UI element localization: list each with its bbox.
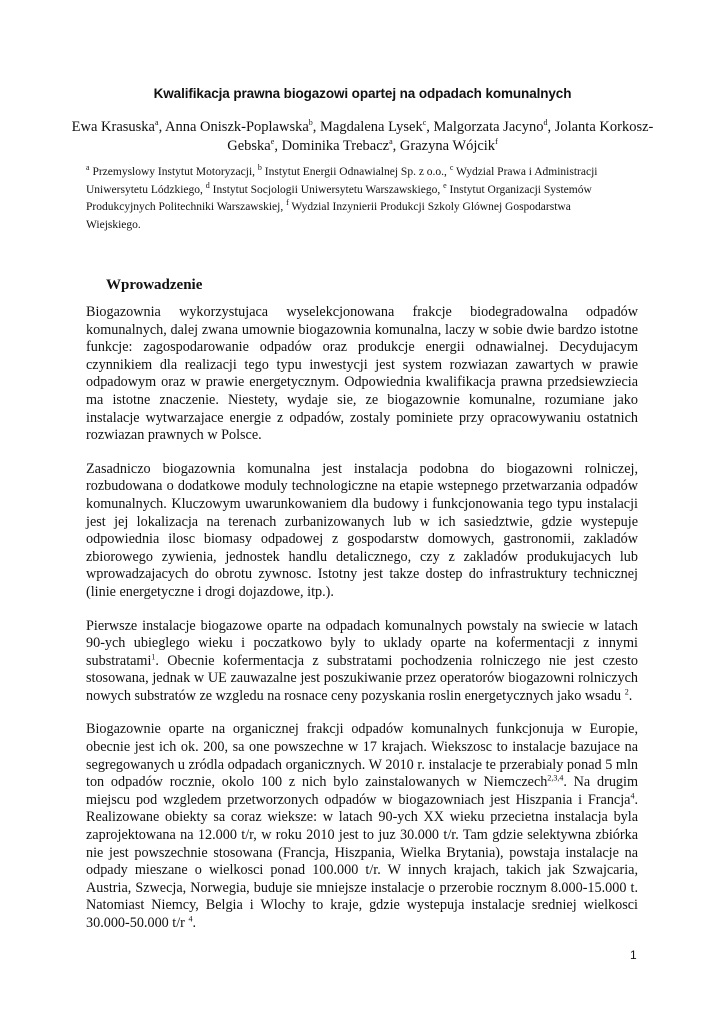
- footnote-ref: 1: [151, 651, 156, 661]
- paragraph: Zasadniczo biogazownia komunalna jest instalacja podobna do biogazowni rolniczej, rozbudowana o dodatkowe moduly technologiczne na etapie wstepnego przetwarzania odpadów komunalnych. Kluczowym uwarunkowaniem dla budowy i funkcjonowania tego typu instalacji jest jej lokalizacja na terenach zurbanizowanych lub w ich sasiedztwie, gdzie wystepuje odpowiednia ilosc biomasy odpadowej z gospodarstw domowych, gastronomii, zakladów zbiorowego zywienia, jednostek handlu detalicznego, czy z zakladów produkujacych lub wprowadzajacych do obrotu zywnosc. Istotny jest takze dostep do infrastruktury technicznej (linie energetyczne i drogi dojazdowe, itp.).: [86, 460, 638, 600]
- paragraph-text: Biogazownie oparte na organicznej frakcji odpadów komunalnych funkcjonuja w Europie, obecnie jest ich ok. 200, sa one powszechne w 17 krajach. Wiekszosc to instalacje bazujace na segregowanych u zródla odpadach organicznych. W 2010 r. instalacje te przerabialy ponad 5 mln ton odpadów rocznie, okolo 100 z nich bylo zainstalowanych w Niemczech: [86, 721, 638, 791]
- affiliation-marker: b: [308, 118, 313, 128]
- paragraph-text: . Obecnie kofermentacja z substratami pochodzenia rolniczego nie jest czesto stosowana, jednak w UE zauwazalne jest poszukiwanie przez operatorów biogazowni rolniczych nowych substratów ze wzgledu na rosnace ceny pozyskania roslin energetycznych jako wsadu: [86, 652, 638, 704]
- affiliation-text: Wydzial Inzynierii Produkcji Szkoly Glównej Gospodarstwa Wiejskiego.: [86, 201, 571, 231]
- paragraph-text: .: [192, 915, 197, 931]
- author-name: , Grazyna Wójcik: [392, 138, 496, 154]
- affiliation-marker: d: [543, 118, 548, 128]
- paper-title: Kwalifikacja prawna biogazowi opartej na odpadach komunalnych: [153, 86, 572, 101]
- affiliations: [86, 164, 626, 234]
- affiliation-marker: e: [270, 137, 275, 147]
- affiliation-text: Instytut Energii Odnawialnej Sp. z o.o.,: [261, 166, 450, 178]
- affiliation-marker: f: [286, 198, 289, 208]
- affiliation-text: Wydzial Prawa i Administracji Uniwersytetu Lódzkiego,: [86, 166, 598, 196]
- paragraph-text: .: [628, 687, 633, 704]
- affiliation-text: Przemyslowy Instytut Motoryzacji,: [89, 166, 258, 178]
- footnote-ref: 4: [630, 791, 635, 801]
- paragraph: Biogazownia wykorzystujaca wyselekcjonowana frakcje biodegradowalna odpadów komunalnych, dalej zwana umownie biogazownia komunalna, laczy w sobie dwie bardzo istotne funkcje: zagospodarowanie odpadów oraz produkcje energii odnawialnej. Decydujacym czynnikiem dla realizacji tego typu inwestycji jest system rozwiazan zawartych w prawie odpadowym oraz w prawie energetycznym. Odpowiednia kwalifikacja prawna przedsiewziecia ma istotne znaczenie. Niestety, wydaje sie, ze biogazownie komunalne, rozumiane jako instalacje wytwarzajace energie z odpadów, zostaly pominiete przy opracowywaniu ostatnich rozwiazan prawnych w Polsce.: [86, 304, 638, 444]
- footnote-ref: 2,3,4: [547, 773, 564, 783]
- footnote-ref: 4: [188, 914, 193, 924]
- affiliation-text: Instytut Socjologii Uniwersytetu Warszawskiego,: [209, 183, 444, 196]
- affiliation-marker: b: [257, 163, 262, 173]
- affiliation-marker: a: [155, 118, 159, 128]
- affiliation-marker: f: [495, 137, 498, 147]
- paragraph-text: . Realizowane obiekty sa coraz wieksze: w latach 90-ych XX wieku przecietna instalacja byla zaprojektowana na 12.000 t/r, w roku 2010 jest to juz 30.000 t/r. Tam gdzie selektywna zbiórka nie jest powszechnie stosowana (Francja, Hiszpania, Wielka Brytania), powstaja instalacje na odpady mieszane o wielkosci ponad 100.000 t/r. W innych krajach, takich jak Szwajcaria, Austria, Szwecja, Norwegia, buduje sie mniejsze instalacje o przerobie rocznym 8.000-15.000 t. Natomiast Niemcy, Belgia i Wlochy to kraje, gdzie wystepuja instalacje sredniej wielkosci 30.000-50.000 t/r: [86, 791, 638, 931]
- body-text: [86, 304, 638, 949]
- author-name: , Magdalena Lysek: [312, 119, 423, 135]
- author-name: Ewa Krasuska: [71, 119, 155, 135]
- paragraph: [86, 721, 638, 932]
- author-name: , Anna Oniszk-Poplawska: [158, 119, 309, 135]
- author-list: [70, 118, 655, 156]
- affiliation-marker: c: [449, 163, 454, 173]
- paragraph-text: . Na drugim miejscu pod wzgledem przetworzonych odpadów w biogazowniach jest Hiszpania i Francja: [86, 774, 638, 808]
- footnote-ref: 2: [624, 687, 629, 697]
- affiliation-marker: a: [86, 163, 90, 173]
- section-heading: Wprowadzenie: [106, 277, 203, 293]
- paragraph: [86, 618, 638, 706]
- paragraph-text: Pierwsze instalacje biogazowe oparte na odpadach komunalnych powstaly na swiecie w latach 90-ych ubieglego wieku i poczatkowo byly to uklady oparte na kofermentacji z innymi substratami: [86, 617, 638, 669]
- author-name: , Malgorzata Jacyno: [426, 119, 544, 135]
- affiliation-marker: e: [443, 180, 447, 190]
- affiliation-marker: a: [389, 137, 393, 147]
- affiliation-text: Instytut Organizacji Systemów Produkcyjnych Politechniki Warszawskiej,: [86, 183, 592, 213]
- affiliation-marker: d: [205, 180, 210, 190]
- author-name: , Dominika Trebacz: [274, 138, 390, 154]
- author-name: , Jolanta Korkosz-Gebska: [227, 119, 654, 154]
- page-number: 1: [630, 948, 637, 962]
- affiliation-marker: c: [422, 118, 427, 128]
